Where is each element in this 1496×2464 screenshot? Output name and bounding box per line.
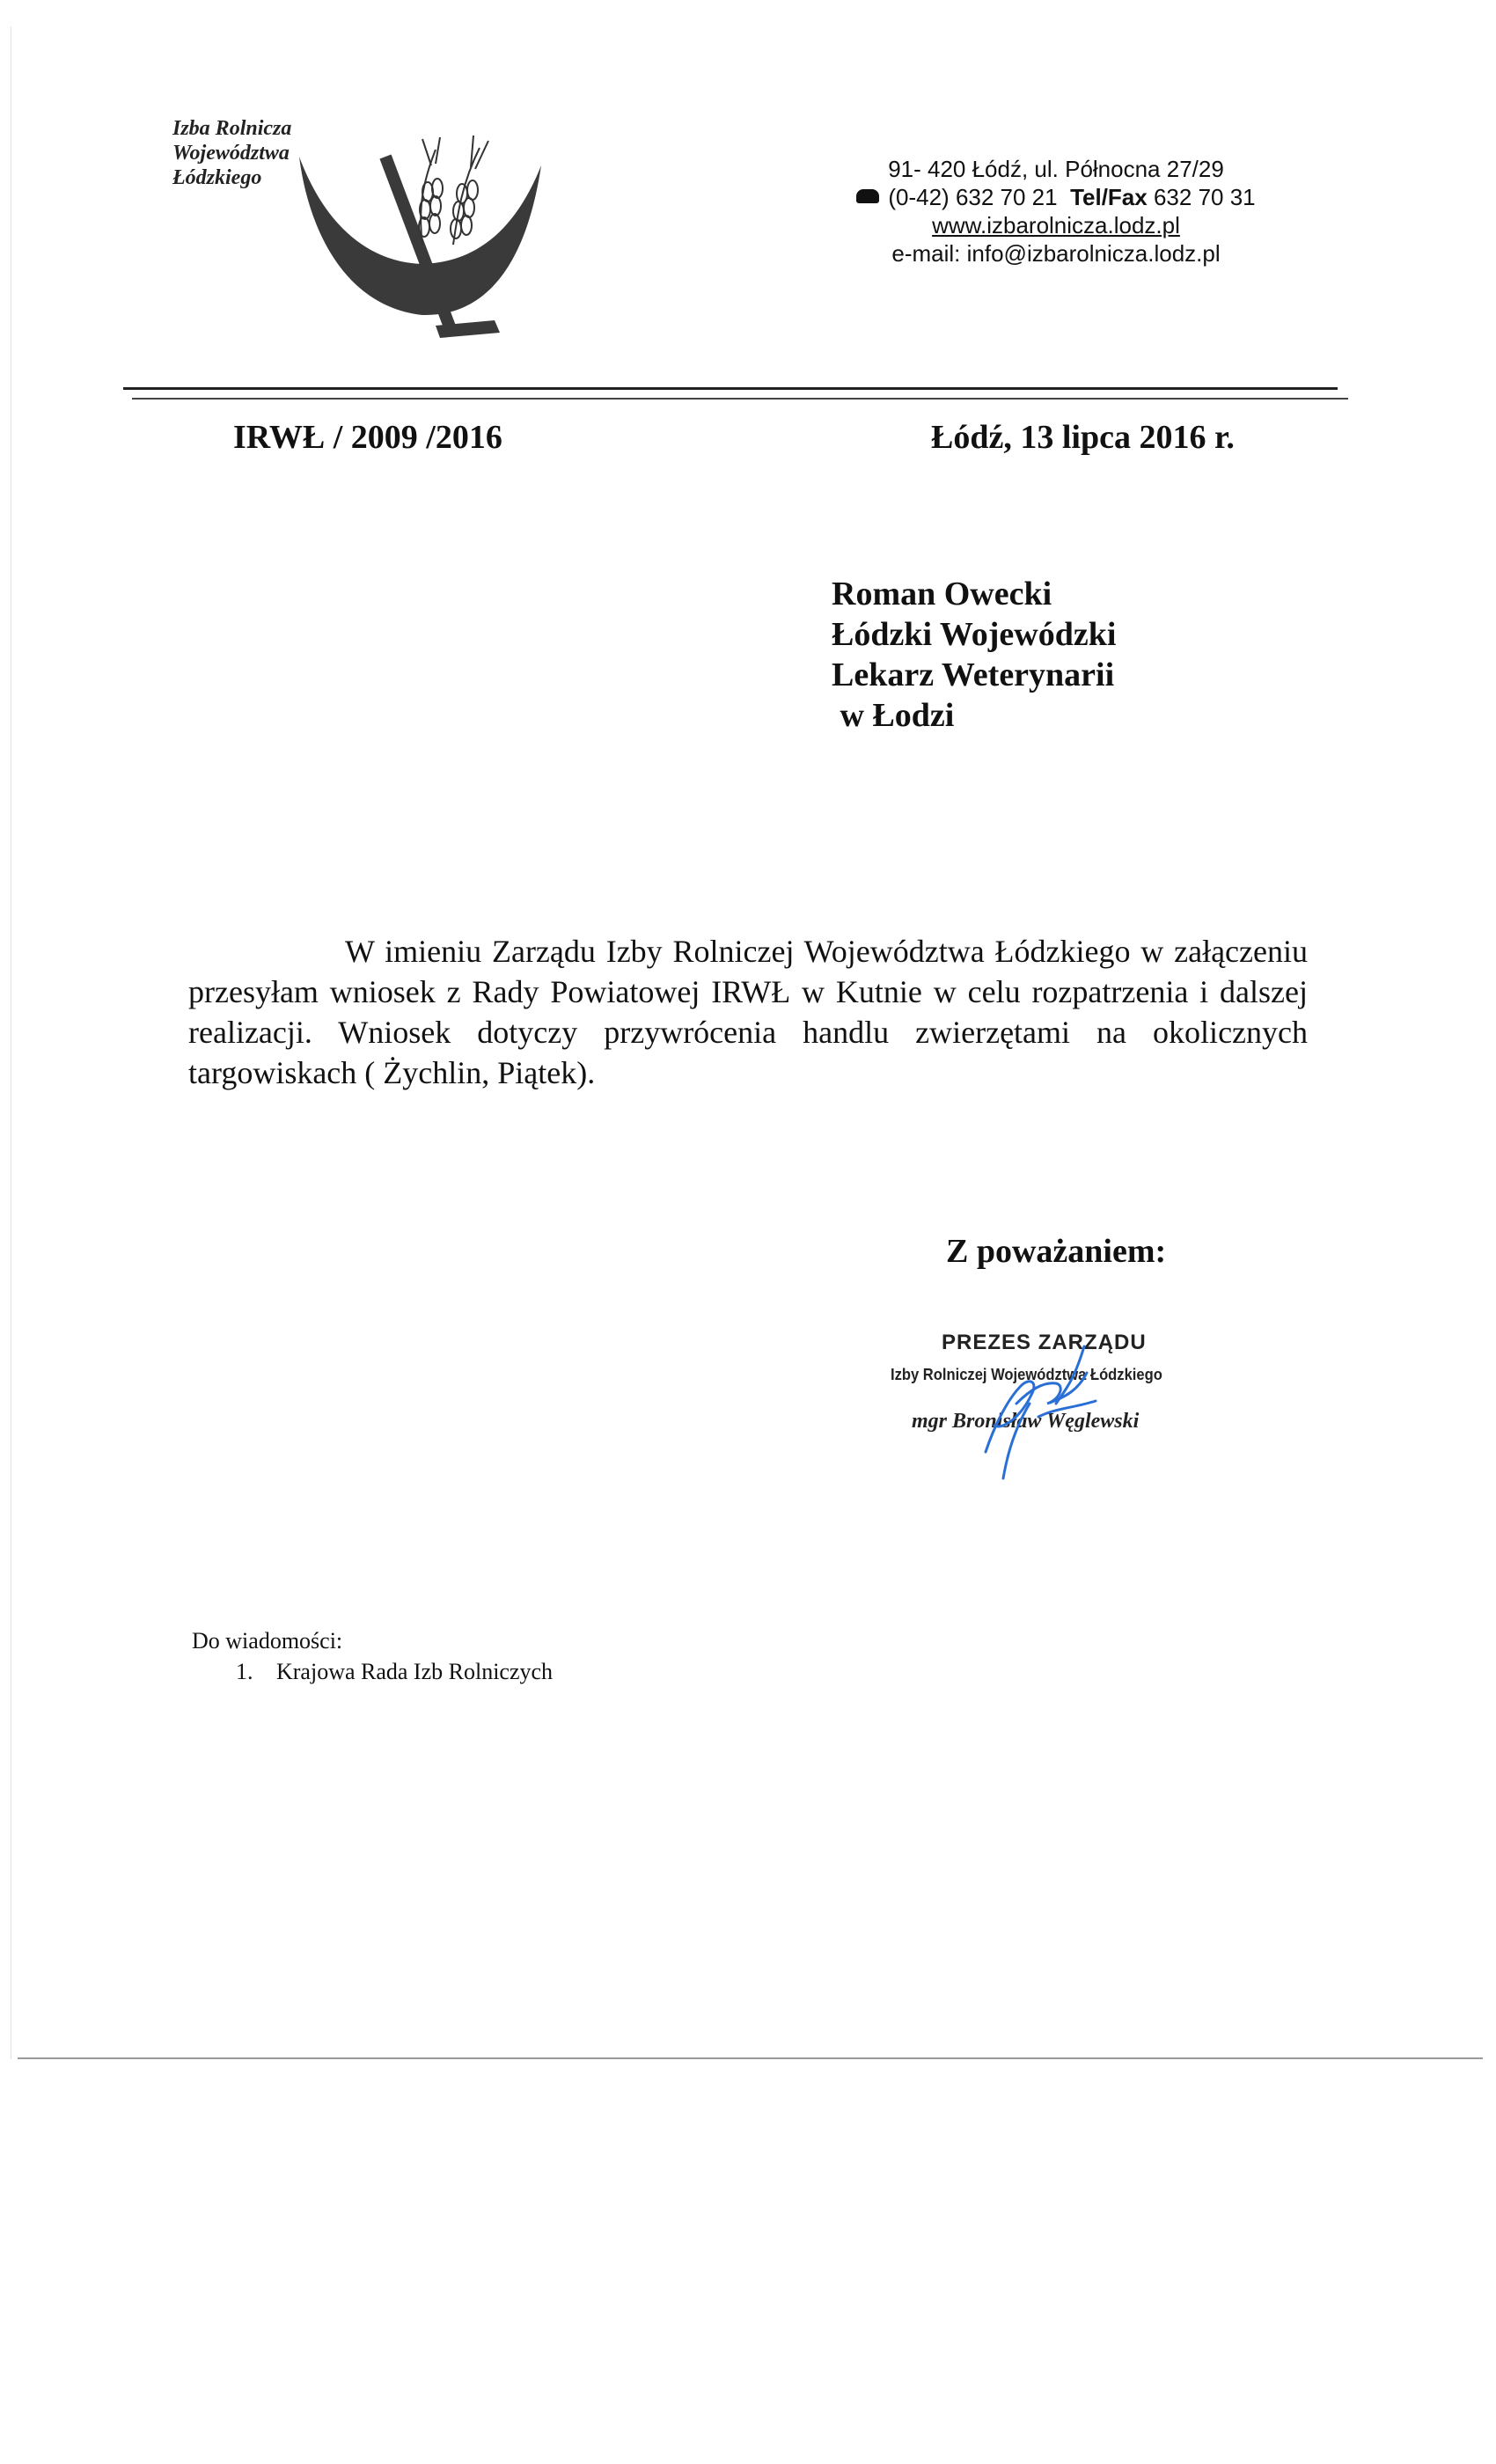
org-name-line-3: Łódzkiego [172, 166, 262, 189]
list-item-number: 1. [236, 1659, 253, 1684]
handwritten-signature [933, 1320, 1126, 1487]
contact-block [792, 155, 1320, 268]
org-name-line-2: Województwa [172, 142, 290, 165]
organization-name [172, 116, 291, 190]
list-item-text: Krajowa Rada Izb Rolniczych [276, 1659, 554, 1684]
addressee-line-3: Lekarz Weterynarii [832, 656, 1115, 693]
scan-edge-bottom [18, 2057, 1483, 2059]
contact-website-link[interactable]: www.izbarolnicza.lodz.pl [932, 212, 1180, 238]
addressee-line-1: Roman Owecki [832, 576, 1052, 612]
stamp-signatory-name: mgr Bronisław Węglewski [912, 1410, 1140, 1433]
phone-icon [856, 189, 879, 203]
addressee-block [832, 574, 1116, 736]
contact-email[interactable]: e-mail: info@izbarolnicza.lodz.pl [891, 240, 1221, 267]
reference-number: IRWŁ / 2009 /2016 [233, 419, 502, 456]
distribution-list [236, 1658, 553, 1686]
contact-fax-label: Tel/Fax [1070, 184, 1148, 210]
distribution-label: Do wiadomości: [192, 1628, 343, 1654]
stamp-organization: Izby Rolniczej Województwa Łódzkiego [891, 1366, 1162, 1383]
contact-phone: (0-42) 632 70 21 [888, 184, 1058, 210]
stamp-title: PREZES ZARZĄDU [942, 1331, 1147, 1354]
addressee-line-2: Łódzki Wojewódzki [832, 616, 1117, 653]
contact-address: 91- 420 Łódź, ul. Północna 27/29 [888, 156, 1224, 182]
contact-fax: 632 70 31 [1153, 184, 1256, 210]
document-date: Łódź, 13 lipca 2016 r. [931, 419, 1235, 456]
closing-salutation: Z poważaniem: [946, 1233, 1167, 1270]
header-rule-bottom [132, 398, 1348, 400]
contact-phone-line [792, 183, 1320, 211]
body-paragraph: W imieniu Zarządu Izby Rolniczej Województwa Łódzkiego w załączeniu przesyłam wniosek z Rady Powiatowej IRWŁ w Kutnie w celu rozpatrzenia i dalszej realizacji. Wniosek dotyczy przywrócenia handlu zwierzętami na okolicznych targowiskach ( Żychlin, Piątek). [188, 934, 1308, 1090]
header-rule-top [123, 387, 1338, 390]
boat-wheat-scythe-logo-icon [290, 130, 546, 350]
addressee-line-4: w Łodzi [832, 697, 955, 734]
list-item [236, 1658, 553, 1686]
org-name-line-1: Izba Rolnicza [172, 117, 292, 140]
